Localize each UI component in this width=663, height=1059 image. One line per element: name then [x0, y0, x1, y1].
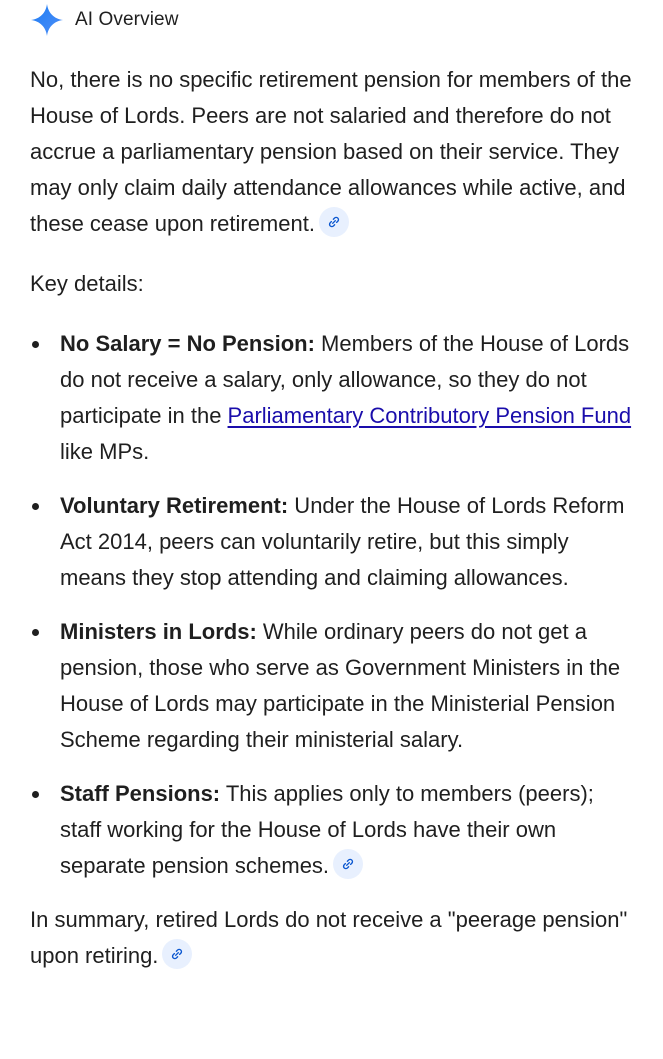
intro-text: No, there is no specific retirement pension for members of the House of Lords. Peers are not salaried and therefore do not accrue a parliamentary pension based on their service. They may only claim daily attendance allowances while active, and these cease upon retirement. — [30, 67, 632, 236]
citation-link-button[interactable] — [162, 939, 192, 969]
list-item — [30, 488, 640, 596]
key-details-label: Key details: — [30, 271, 144, 296]
bullet-icon — [32, 629, 39, 636]
detail-text: This applies only to members (peers); staff working for the House of Lords have their own separate pension schemes. — [60, 781, 594, 878]
citation-link-button[interactable] — [333, 849, 363, 879]
gemini-sparkle-icon — [30, 3, 64, 37]
pension-fund-link[interactable]: Parliamentary Contributory Pension Fund — [227, 403, 632, 428]
link-icon — [341, 857, 355, 871]
bullet-icon — [32, 791, 39, 798]
citation-link-button[interactable] — [319, 207, 349, 237]
detail-text: Members of the House of Lords do not receive a salary, only allowance, so they do not participate in the — [60, 331, 630, 428]
ai-overview-title: AI Overview — [75, 9, 179, 30]
detail-text: While ordinary peers do not get a pension, those who serve as Government Ministers in the House of Lords may participate in the Ministerial Pension Scheme regarding their ministerial salary. — [60, 619, 621, 752]
intro-paragraph — [30, 62, 640, 242]
link-icon — [170, 947, 184, 961]
summary-text: In summary, retired Lords do not receive a "peerage pension" upon retiring. — [30, 907, 628, 968]
ai-overview-header — [30, 3, 179, 37]
bullet-icon — [32, 503, 39, 510]
list-item — [30, 614, 640, 758]
detail-title: Ministers in Lords: — [60, 619, 257, 644]
detail-text: like MPs. — [60, 439, 150, 464]
summary-paragraph — [30, 902, 640, 974]
list-item — [30, 776, 640, 884]
link-icon — [327, 215, 341, 229]
detail-title: Staff Pensions: — [60, 781, 221, 806]
overview-content — [30, 62, 640, 974]
detail-title: No Salary = No Pension: — [60, 331, 315, 356]
list-item — [30, 326, 640, 470]
key-details-list — [30, 326, 640, 884]
bullet-icon — [32, 341, 39, 348]
detail-text: Under the House of Lords Reform Act 2014, peers can voluntarily retire, but this simply means they stop attending and claiming allowances. — [60, 493, 625, 590]
detail-title: Voluntary Retirement: — [60, 493, 289, 518]
